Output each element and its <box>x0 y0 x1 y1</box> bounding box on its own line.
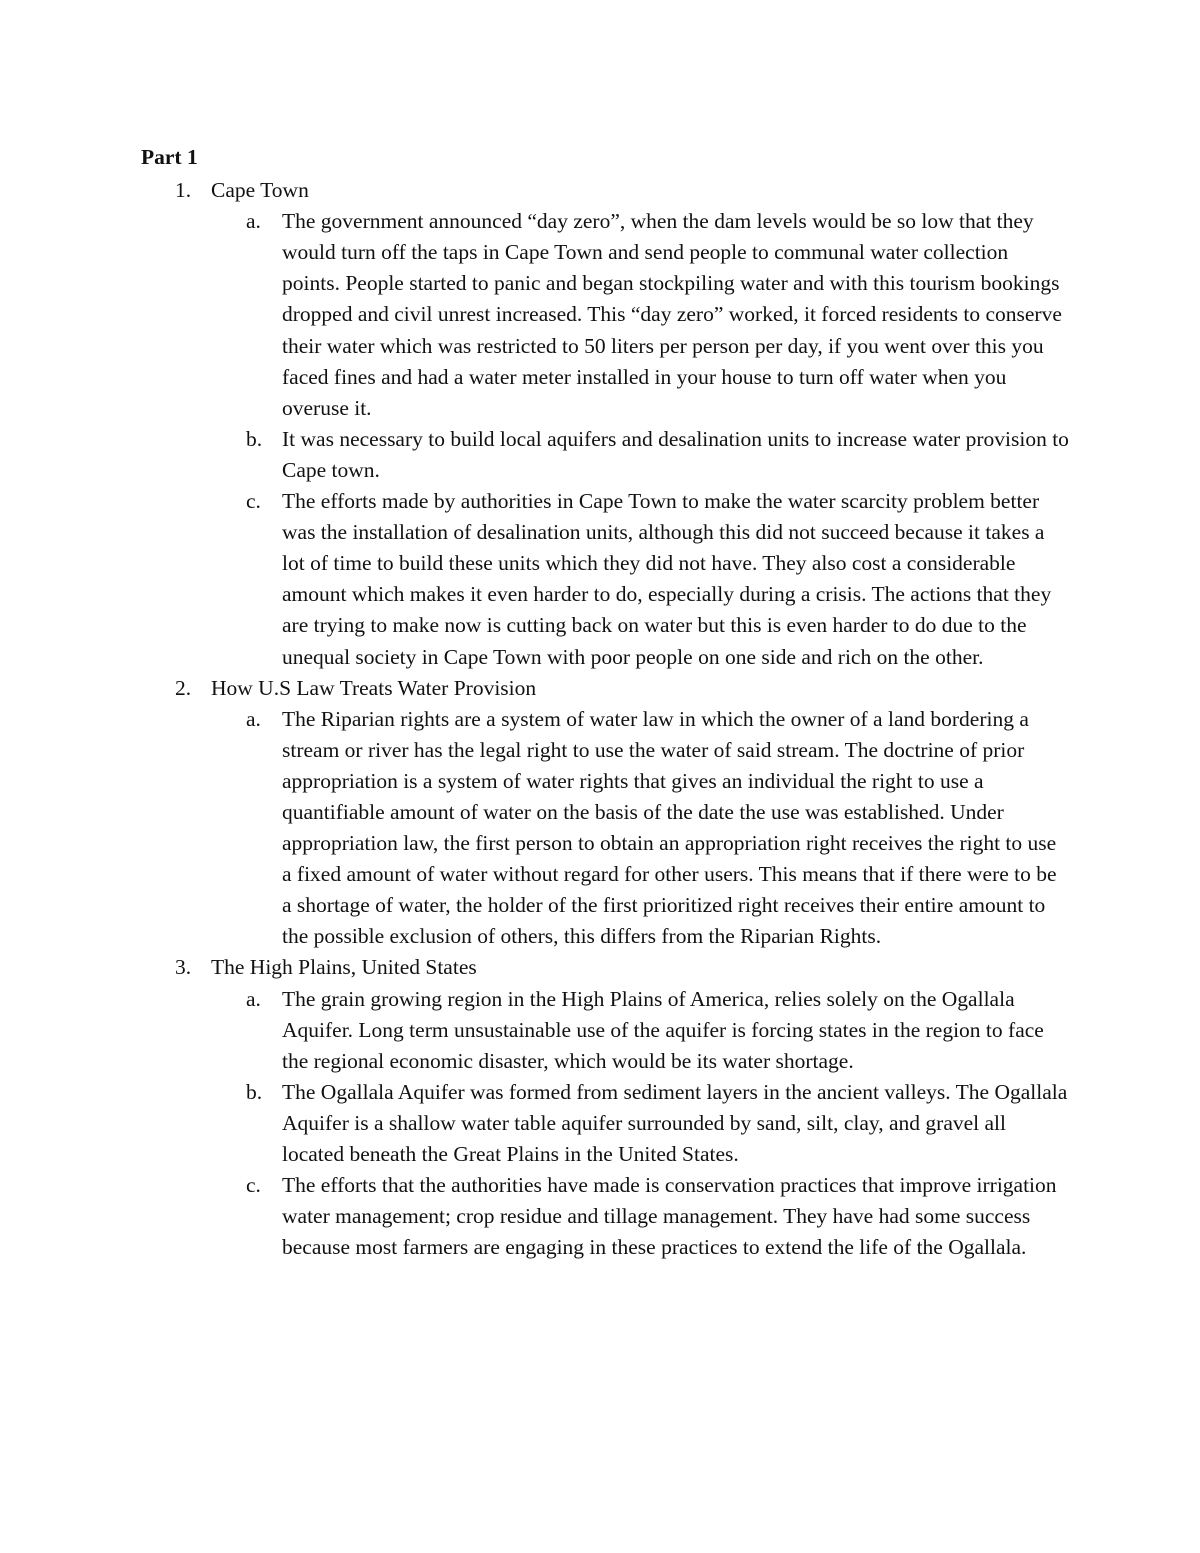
sub-list-text: The efforts that the authorities have made is conservation practices that improve irrigation water management; crop residue and tillage management. They have had some success because most farmers are engaging in these practices to extend the life of the Ogallala. <box>282 1173 1057 1260</box>
sub-list-letter: b. <box>246 426 263 451</box>
sub-list-item <box>211 424 1071 486</box>
sub-list-text: The government announced “day zero”, when the dam levels would be so low that they would turn off the taps in Cape Town and send people to communal water collection points. People started to panic and began stockpiling water and with this tourism bookings dropped and civil unrest increased. This “day zero” worked, it forced residents to conserve their water which was restricted to 50 liters per person per day, if you went over this you faced fines and had a water meter installed in your house to turn off water when you overuse it. <box>282 209 1062 420</box>
sub-list-text: The Ogallala Aquifer was formed from sediment layers in the ancient valleys. The Ogallala Aquifer is a shallow water table aquifer surrounded by sand, silt, clay, and gravel all located beneath the Great Plains in the United States. <box>282 1079 1068 1166</box>
sub-list-letter: c. <box>246 1173 261 1198</box>
section-title: The High Plains, United States <box>211 955 477 980</box>
sub-list-text: The Riparian rights are a system of water law in which the owner of a land bordering a stream or river has the legal right to use the water of said stream. The doctrine of prior appropriation is a system of water rights that gives an individual the right to use a quantifiable amount of water on the basis of the date the use was established. Under appropriation law, the first person to obtain an appropriation right receives the right to use a fixed amount of water without regard for other users. This means that if there were to be a shortage of water, the holder of the first prioritized right receives their entire amount to the possible exclusion of others, this differs from the Riparian Rights. <box>282 706 1057 949</box>
sub-list-item <box>211 486 1071 673</box>
sub-list-letter: a. <box>246 209 261 234</box>
sub-list-item <box>211 206 1071 424</box>
list-item-high-plains <box>141 952 1071 1263</box>
sub-list-text: It was necessary to build local aquifers and desalination units to increase water provision to Cape town. <box>282 426 1069 482</box>
sub-list-text: The efforts made by authorities in Cape Town to make the water scarcity problem better was the installation of desalination units, although this did not succeed because it takes a lot of time to build these units which they did not have. They also cost a considerable amount which makes it even harder to do, especially during a crisis. The actions that they are trying to make now is cutting back on water but this is even harder to do due to the unequal society in Cape Town with poor people on one side and rich on the other. <box>282 489 1052 669</box>
list-number: 3. <box>175 955 192 980</box>
numbered-list <box>141 175 1071 1263</box>
part-heading: Part 1 <box>141 145 198 169</box>
sub-list-item <box>211 1170 1071 1263</box>
sub-list-letter: a. <box>246 706 261 731</box>
sub-list-item <box>211 704 1071 953</box>
sub-list-letter: a. <box>246 986 261 1011</box>
list-number: 1. <box>175 178 192 203</box>
sub-list-text: The grain growing region in the High Plains of America, relies solely on the Ogallala Aquifer. Long term unsustainable use of the aquifer is forcing states in the region to face the regional economic disaster, which would be its water shortage. <box>282 986 1044 1073</box>
section-title: Cape Town <box>211 178 309 203</box>
sub-list <box>211 206 1071 672</box>
sub-list-letter: b. <box>246 1079 263 1104</box>
document-body <box>141 142 1071 1263</box>
list-item-cape-town <box>141 175 1071 673</box>
section-title: How U.S Law Treats Water Provision <box>211 675 537 700</box>
list-item-us-law <box>141 673 1071 953</box>
sub-list-item <box>211 1077 1071 1170</box>
sub-list <box>211 704 1071 953</box>
list-number: 2. <box>175 675 192 700</box>
sub-list <box>211 984 1071 1264</box>
sub-list-item <box>211 984 1071 1077</box>
sub-list-letter: c. <box>246 489 261 514</box>
